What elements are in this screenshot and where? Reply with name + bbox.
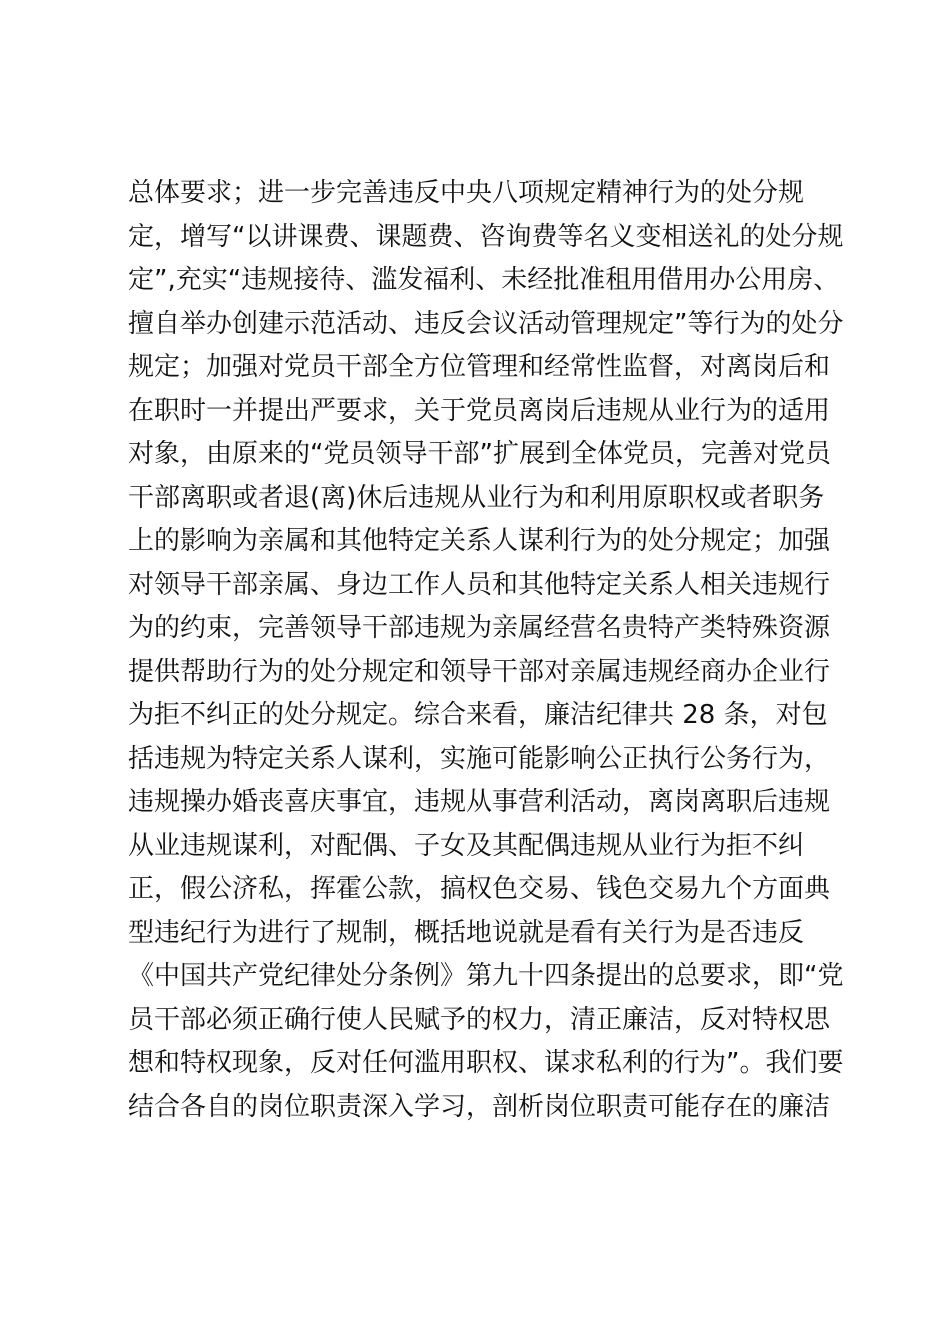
text-line: 对领导干部亲属、身边工作人员和其他特定关系人相关违规行 [128,569,831,600]
text-line: 为的约束，完善领导干部违规为亲属经营名贵特产类特殊资源 [128,613,831,643]
text-line: 上的影响为亲属和其他特定关系人谋利行为的处分规定；加强 [128,526,831,556]
text-line: 型违纪行为进行了规制，概括地说就是看有关行为是否违反 [128,917,805,948]
text-line: 定”,充实“违规接待、滥发福利、未经批准租用借用办公用房、 [128,265,840,295]
text-line: 擅自举办创建示范活动、违反会议活动管理规定”等行为的处分 [128,308,844,339]
text-line: 想和特权现象，反对任何滥用职权、谋求私利的行为”。我们要 [128,1048,844,1078]
text-line: 从业违规谋利，对配偶、子女及其配偶违规从业行为拒不纠 [128,830,805,861]
text-line: 《中国共产党纪律处分条例》第九十四条提出的总要求，即“党 [128,961,844,991]
text-line: 正，假公济私，挥霍公款，搞权色交易、钱色交易九个方面典 [128,874,831,904]
text-line: 干部离职或者退(离)休后违规从业行为和利用原职权或者职务 [128,482,825,513]
text-line: 违规操办婚丧喜庆事宜，违规从事营利活动，离岗离职后违规 [128,787,831,817]
body-paragraph [128,172,848,1129]
text-line: 结合各自的岗位职责深入学习，剖析岗位职责可能存在的廉洁 [128,1091,831,1122]
text-line: 规定；加强对党员干部全方位管理和经常性监督，对离岗后和 [128,352,831,382]
text-line: 定，增写“以讲课费、课题费、咨询费等名义变相送礼的处分规 [128,221,844,252]
text-line: 在职时一并提出严要求，关于党员离岗后违规从业行为的适用 [128,395,831,426]
text-line: 对象，由原来的“党员领导干部”扩展到全体党员，完善对党员 [128,439,831,469]
text-line: 为拒不纠正的处分规定。综合来看，廉洁纪律共 28 条，对包 [128,700,828,730]
text-line: 提供帮助行为的处分规定和领导干部对亲属违规经商办企业行 [128,656,831,687]
text-line: 员干部必须正确行使人民赋予的权力，清正廉洁，反对特权思 [128,1004,831,1035]
text-line: 括违规为特定关系人谋利，实施可能影响公正执行公务行为， [128,743,831,774]
text-line: 总体要求；进一步完善违反中央八项规定精神行为的处分规 [128,178,805,208]
